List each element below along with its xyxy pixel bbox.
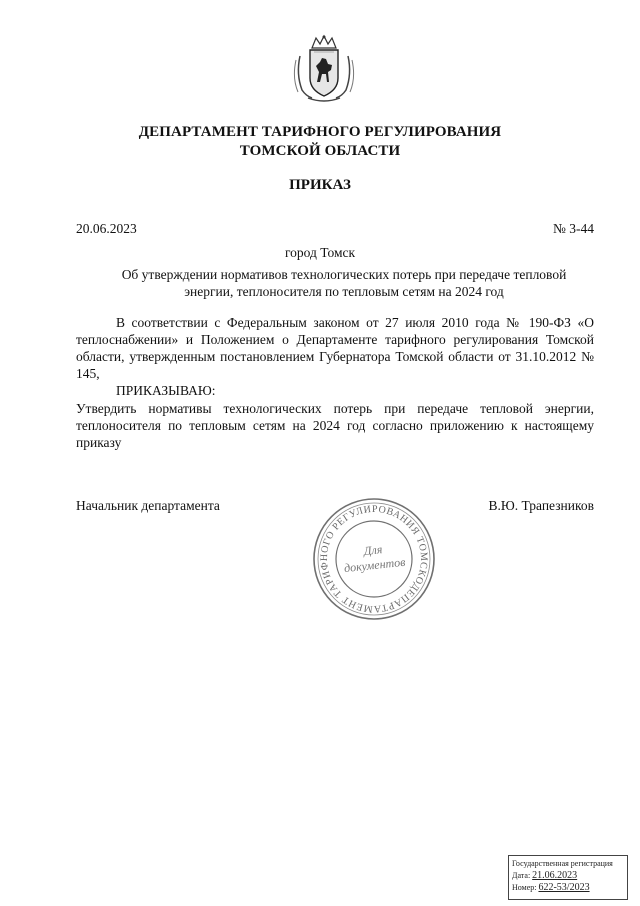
- signatory-position: Начальник департамента: [76, 498, 220, 513]
- registration-number-value: 622-53/2023: [538, 882, 590, 893]
- order-keyword: ПРИКАЗЫВАЮ:: [116, 383, 216, 398]
- registration-number-row: [512, 882, 624, 894]
- registration-date-row: [512, 870, 624, 882]
- registration-date-value: 21.06.2023: [532, 870, 578, 881]
- seal-ring-text: ДЕПАРТАМЕНТ ТАРИФНОГО РЕГУЛИРОВАНИЯ ТОМСКО: [318, 503, 430, 615]
- preamble-paragraph: В соответствии с Федеральным законом от 27 июля 2010 года № 190-ФЗ «О теплоснабжении» и Положением о Департаменте тарифного регулирования Томской области, утвержденным постановлением Губернатора Томской области от 31.10.2012 № 145,: [76, 315, 594, 381]
- order-text: Утвердить нормативы технологических потерь при передаче тепловой энергии, теплоносителя по тепловым сетям на 2024 год согласно приложению к настоящему приказу: [76, 401, 594, 450]
- document-date: 20.06.2023: [76, 221, 137, 236]
- document-subject-line1: Об утверждении нормативов технологических потерь при передаче тепловой: [121, 267, 567, 282]
- seal-center-line2: документов: [343, 554, 406, 576]
- organization-name: [0, 123, 640, 161]
- registration-title: Государственная регистрация: [512, 859, 613, 868]
- coat-of-arms-icon: [292, 34, 356, 104]
- organization-name-line1: ДЕПАРТАМЕНТ ТАРИФНОГО РЕГУЛИРОВАНИЯ: [138, 124, 502, 140]
- document-city: город Томск: [284, 245, 356, 260]
- signatory-name: В.Ю. Трапезников: [488, 498, 594, 513]
- official-seal-stamp: [311, 496, 437, 622]
- registration-date-label: Дата:: [512, 871, 531, 880]
- document-subject: [104, 266, 584, 300]
- registration-box: [508, 855, 628, 900]
- registration-number-label: Номер:: [512, 883, 537, 892]
- document-number: № 3-44: [552, 221, 594, 236]
- document-type: ПРИКАЗ: [289, 177, 351, 193]
- seal-center-line1: Для: [363, 542, 383, 558]
- document-subject-line2: энергии, теплоносителя по тепловым сетям на 2024 год: [184, 284, 504, 299]
- organization-name-line2: ТОМСКОЙ ОБЛАСТИ: [239, 143, 401, 159]
